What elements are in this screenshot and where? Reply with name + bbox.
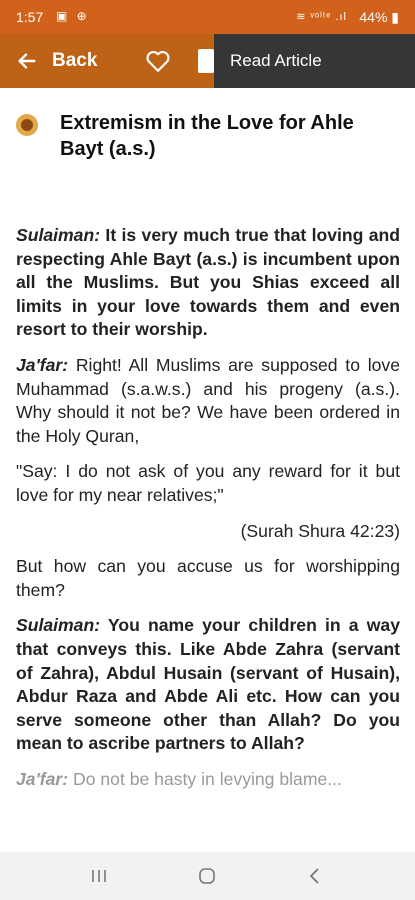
- article-content[interactable]: [0, 88, 415, 852]
- article-title: Extremism in the Love for Ahle Bayt (a.s.): [60, 112, 354, 160]
- paragraph-text: Do not be hasty in levying blame...: [68, 768, 342, 789]
- home-button[interactable]: [192, 864, 222, 888]
- speaker-name: Sulaiman:: [16, 615, 101, 636]
- paragraph-text: Right! All Muslims are supposed to love Muhammad (s.a.w.s.) and his progeny (a.s.). Why should it not be? We have been ordered in the Holy Quran,: [16, 354, 400, 446]
- paragraph: [16, 614, 400, 756]
- home-icon: [198, 867, 216, 885]
- back-icon: [308, 867, 322, 885]
- paragraph: But how can you accuse us for worshipping them?: [16, 556, 400, 600]
- status-bar: [0, 0, 415, 34]
- quote-paragraph: "Say: I do not ask of you any reward for it but love for my near relatives;": [16, 461, 400, 505]
- paragraph-text: You name your children in a way that conveys this. Like Abde Zahra (servant of Zahra), Abdul Husain (servant of Husain), Abdur Raza and Abde Ali etc. How can you serve someone other than Allah? Do you mean to ascribe partners to Allah?: [16, 615, 400, 754]
- speaker-name: Ja'far:: [16, 354, 69, 375]
- read-article-tooltip: Read Article: [214, 34, 415, 88]
- status-time: 1:57: [16, 9, 44, 25]
- quote-citation: (Surah Shura 42:23): [240, 520, 400, 541]
- speaker-name: Ja'far:: [16, 768, 69, 789]
- signal-icons: ≋ ᵛᵒˡᵗᵉ .ıl: [296, 11, 347, 23]
- back-label: Back: [52, 50, 98, 71]
- paragraph: [16, 768, 400, 792]
- article-header: [16, 110, 396, 162]
- paragraph: [16, 224, 400, 342]
- recents-icon: [90, 868, 108, 884]
- read-article-icon[interactable]: [198, 49, 214, 73]
- system-nav-bar: [0, 852, 415, 900]
- back-button[interactable]: [16, 46, 97, 76]
- bullet-icon: [16, 114, 38, 136]
- article-body: [16, 224, 400, 803]
- notification-icons: ▣ ⊕: [56, 9, 90, 23]
- battery-indicator: 44% ▮: [359, 9, 399, 25]
- arrow-left-icon: [16, 50, 38, 72]
- speaker-name: Sulaiman:: [16, 225, 101, 245]
- nav-back-button[interactable]: [300, 864, 330, 888]
- recents-button[interactable]: [84, 864, 114, 888]
- paragraph: [16, 354, 400, 448]
- paragraph-text: It is very much true that loving and respecting Ahle Bayt (a.s.) is incumbent upon all the Muslims. But you Shias exceed all limits in your love towards them and even resort to their worship.: [16, 225, 400, 340]
- favorite-heart-icon[interactable]: [145, 49, 171, 73]
